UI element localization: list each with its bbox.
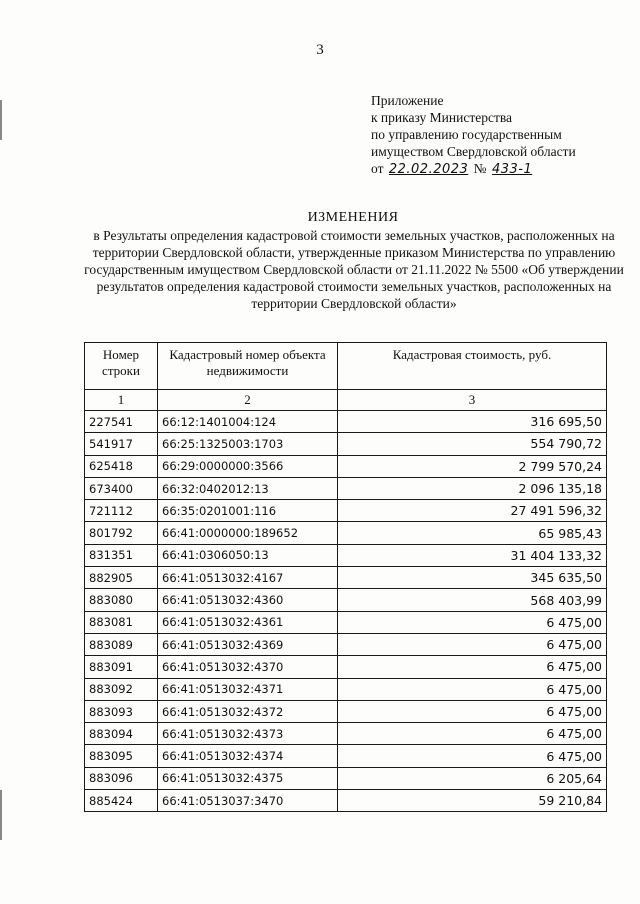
table-row <box>85 745 607 767</box>
order-date-number-line <box>371 160 576 178</box>
handwritten-order-number: 433-1 <box>491 162 533 177</box>
table-row <box>85 656 607 678</box>
appendix-line: Приложение <box>371 93 444 108</box>
cadastral-number-cell: 66:41:0513032:4167 <box>158 567 338 589</box>
table-row <box>85 455 607 477</box>
scan-margin-mark <box>0 100 2 140</box>
row-number-cell: 883093 <box>85 700 158 722</box>
header-row-number: Номер строки <box>85 343 158 390</box>
table-row <box>85 633 607 655</box>
cadastral-value-cell: 568 403,99 <box>338 589 607 611</box>
document-subtitle: в Результаты определения кадастровой стоимости земельных участков, расположенных на территории Свердловской области, утвержденные приказом Министерства по управлению государственным имуществом Свердловской области от 21.11.2022 № 5500 «Об утверждении результатов определения кадастровой стоимости земельных участков, расположенных на территории Свердловской области» <box>84 228 624 311</box>
column-number-row <box>85 390 607 411</box>
number-prefix: № <box>473 161 487 176</box>
column-number: 3 <box>338 390 607 411</box>
cadastral-value-cell: 6 475,00 <box>338 745 607 767</box>
table-row <box>85 723 607 745</box>
changes-table <box>84 342 607 812</box>
cadastral-value-cell: 2 096 135,18 <box>338 477 607 499</box>
row-number-cell: 883096 <box>85 767 158 789</box>
scan-margin-mark <box>0 790 2 840</box>
cadastral-number-cell: 66:32:0402012:13 <box>158 477 338 499</box>
cadastral-value-cell: 345 635,50 <box>338 567 607 589</box>
cadastral-number-cell: 66:41:0513032:4361 <box>158 611 338 633</box>
document-title: ИЗМЕНЕНИЯ <box>307 210 399 225</box>
table-row <box>85 544 607 566</box>
cadastral-number-cell: 66:41:0513032:4371 <box>158 678 338 700</box>
cadastral-number-cell: 66:12:1401004:124 <box>158 411 338 433</box>
handwritten-date: 22.02.2023 <box>388 162 469 177</box>
row-number-cell: 883091 <box>85 656 158 678</box>
row-number-cell: 883089 <box>85 633 158 655</box>
table-row <box>85 477 607 499</box>
cadastral-value-cell: 6 475,00 <box>338 700 607 722</box>
cadastral-number-cell: 66:29:0000000:3566 <box>158 455 338 477</box>
row-number-cell: 883092 <box>85 678 158 700</box>
row-number-cell: 882905 <box>85 567 158 589</box>
table-row <box>85 433 607 455</box>
row-number-cell: 831351 <box>85 544 158 566</box>
table-row <box>85 790 607 812</box>
row-number-cell: 883095 <box>85 745 158 767</box>
cadastral-value-cell: 316 695,50 <box>338 411 607 433</box>
cadastral-number-cell: 66:41:0513032:4375 <box>158 767 338 789</box>
page-number: 3 <box>316 42 324 58</box>
cadastral-number-cell: 66:41:0513032:4372 <box>158 700 338 722</box>
cadastral-number-cell: 66:41:0306050:13 <box>158 544 338 566</box>
table-row <box>85 767 607 789</box>
appendix-line: имуществом Свердловской области <box>371 144 576 159</box>
cadastral-value-cell: 6 475,00 <box>338 633 607 655</box>
table-row <box>85 700 607 722</box>
cadastral-value-cell: 6 205,64 <box>338 767 607 789</box>
cadastral-number-cell: 66:25:1325003:1703 <box>158 433 338 455</box>
cadastral-value-cell: 27 491 596,32 <box>338 500 607 522</box>
column-number: 2 <box>158 390 338 411</box>
appendix-line: по управлению государственным <box>371 127 562 142</box>
cadastral-number-cell: 66:41:0000000:189652 <box>158 522 338 544</box>
table-row <box>85 500 607 522</box>
appendix-block <box>371 92 576 178</box>
cadastral-value-cell: 6 475,00 <box>338 678 607 700</box>
table-header-row <box>85 343 607 390</box>
date-prefix: от <box>371 161 384 176</box>
row-number-cell: 883081 <box>85 611 158 633</box>
row-number-cell: 673400 <box>85 477 158 499</box>
column-number: 1 <box>85 390 158 411</box>
cadastral-value-cell: 59 210,84 <box>338 790 607 812</box>
header-cadastral-number: Кадастровый номер объекта недвижимости <box>158 343 338 390</box>
table-row <box>85 611 607 633</box>
row-number-cell: 721112 <box>85 500 158 522</box>
cadastral-number-cell: 66:41:0513037:3470 <box>158 790 338 812</box>
table-row <box>85 522 607 544</box>
cadastral-number-cell: 66:41:0513032:4360 <box>158 589 338 611</box>
row-number-cell: 883094 <box>85 723 158 745</box>
header-cadastral-value: Кадастровая стоимость, руб. <box>338 343 607 390</box>
table-row <box>85 411 607 433</box>
row-number-cell: 885424 <box>85 790 158 812</box>
cadastral-number-cell: 66:41:0513032:4370 <box>158 656 338 678</box>
cadastral-number-cell: 66:41:0513032:4373 <box>158 723 338 745</box>
appendix-line: к приказу Министерства <box>371 110 513 125</box>
row-number-cell: 801792 <box>85 522 158 544</box>
table-row <box>85 589 607 611</box>
cadastral-value-cell: 6 475,00 <box>338 611 607 633</box>
cadastral-value-cell: 554 790,72 <box>338 433 607 455</box>
cadastral-value-cell: 2 799 570,24 <box>338 455 607 477</box>
cadastral-value-cell: 6 475,00 <box>338 723 607 745</box>
cadastral-value-cell: 6 475,00 <box>338 656 607 678</box>
table-row <box>85 678 607 700</box>
cadastral-number-cell: 66:41:0513032:4374 <box>158 745 338 767</box>
row-number-cell: 541917 <box>85 433 158 455</box>
row-number-cell: 625418 <box>85 455 158 477</box>
cadastral-value-cell: 31 404 133,32 <box>338 544 607 566</box>
cadastral-number-cell: 66:35:0201001:116 <box>158 500 338 522</box>
row-number-cell: 883080 <box>85 589 158 611</box>
table-row <box>85 567 607 589</box>
cadastral-number-cell: 66:41:0513032:4369 <box>158 633 338 655</box>
cadastral-value-cell: 65 985,43 <box>338 522 607 544</box>
row-number-cell: 227541 <box>85 411 158 433</box>
